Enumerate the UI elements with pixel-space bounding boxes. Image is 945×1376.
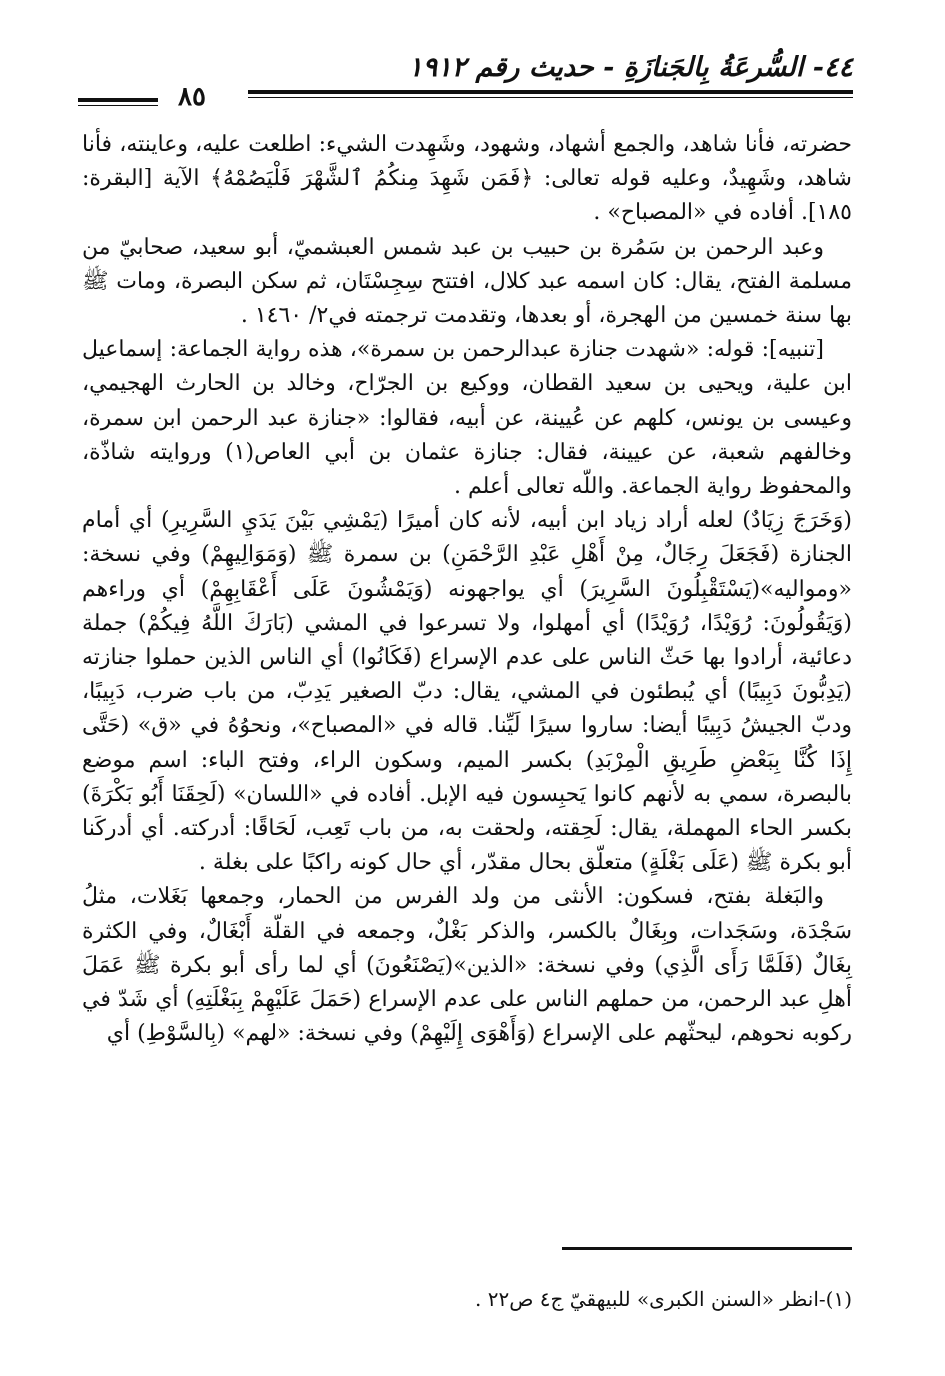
header-rule-left xyxy=(78,98,158,106)
paragraph: وعبد الرحمن بن سَمُرة بن حبيب بن عبد شمس العبشميّ، أبو سعيد، صحابيّ من مسلمة الفتح، يقال: كان اسمه عبد كلال، افتتح سِجِسْتَان، ثم سكن البصرة، ومات ﷺ بها سنة خمسين من الهجرة، أو بعدها، وتقدمت ترجمته في٢/ ١٤٦٠ . xyxy=(82,234,852,329)
main-text xyxy=(82,128,852,1051)
paragraph: [تنبيه]: قوله: «شهدت جنازة عبدالرحمن بن سمرة»، هذه رواية الجماعة: إسماعيل ابن علية، ويحيى بن سعيد القطان، ووكيع بن الجرّاح، وخالد بن الحارث الهجيمي، وعيسى بن يونس، كلهم عن عُيينة، عن أبيه، فقالوا: «جنازة عبد الرحمن ابن سمرة، وخالفهم شعبة، عن عيينة، فقال: جنازة عثمان بن أبي العاص(١) وروايته شاذّة، والمحفوظ رواية الجماعة. واللّه تعالى أعلم . xyxy=(82,337,853,500)
page-header xyxy=(78,52,853,112)
header-rule xyxy=(248,90,853,98)
header-title: ٤٤- السُّرعَةُ بِالجَنازَةِ - حديث رقم ١٩١٢ xyxy=(408,52,853,83)
paragraph: (وَخَرَجَ زِيَادٌ) لعله أراد زياد ابن أبيه، لأنه كان أميرًا (يَمْشِي بَيْنَ يَدَيِ السَّرِيرِ) أي أمام الجنازة (فَجَعَلَ رِجَالٌ، مِنْ أَهْلِ عَبْدِ الرَّحْمَنِ) بن سمرة ﷺ (وَمَوَالِيهِمْ) وفي نسخة: «ومواليه»(يَسْتَقْبِلُونَ السَّرِيرَ) أي يواجهونه (وَيَمْشُونَ عَلَى أَعْقَابِهِمْ) أي وراءهم (وَيَقُولُونَ: رُوَيْدًا، رُوَيْدًا) أي أمهلوا، ولا تسرعوا في المشي (بَارَكَ اللَّهُ فِيكُمْ) جملة دعائية، أرادوا بها حَثّ الناس على عدم الإسراع (فَكَانُوا) أي الناس الذين حملوا جنازته (يَدِبُّونَ دَبِيبًا) أي يُبطئون في المشي، يقال: دبّ الصغير يَدِبّ، من باب ضرب، دَبِيبًا، ودبّ الجيشُ دَبِيبًا أيضا: ساروا سيرًا لَيِّنا. قاله في «المصباح»، ونحوُهُ في «ق» (حَتَّى إِذَا كُنَّا بِبَعْضِ طَرِيقِ الْمِرْبَدِ) بكسر الميم، وسكون الراء، وفتح الباء: اسم موضع بالبصرة، سمي به لأنهم كانوا يَحبِسون فيه الإبل. أفاده في «اللسان» (لَحِقَنَا أَبُو بَكْرَةَ) بكسر الحاء المهملة، يقال: لَحِقته، ولحقت به، من باب تَعِب، لَحَاقًا: أدركته. أي أدركَنا أبو بكرة ﷺ (عَلَى بَغْلَةٍ) متعلّق بحال مقدّر، أي حال كونه راكبًا على بغلة . xyxy=(82,508,852,876)
footnote: (١)-انظر «السنن الكبرى» للبيهقيّ ج٤ ص٢٢ . xyxy=(475,1287,852,1311)
page-number: ٨٥ xyxy=(178,82,206,112)
paragraph: حضرته، فأنا شاهد، والجمع أشهاد، وشهود، وشَهِدت الشيء: اطلعت عليه، وعاينته، فأنا شاهد، وشَهِيدٌ، وعليه قوله تعالى: ﴿فَمَن شَهِدَ مِنكُمُ ٱلشَّهْرَ فَلْيَصُمْهُ﴾ الآية [البقرة: ١٨٥]. أفاده في «المصباح» . xyxy=(82,132,852,226)
footnote-separator xyxy=(562,1247,852,1250)
paragraph: والبَغلة بفتح، فسكون: الأنثى من ولد الفرس من الحمار، وجمعها بَغَلات، مثلُ سَجْدَة، وسَجَدات، وبِغَالٌ بالكسر، والذكر بَغْلٌ، وجمعه في القلّة أَبْغَالٌ، وفي الكثرة بِغَالٌ (فَلَمَّا رَأَى الَّذِي) وفي نسخة: «الذين»(يَصْنَعُونَ) أي لما رأى أبو بكرة ﷺ عَمَلَ أهلِ عبد الرحمن، من حملهم الناس على عدم الإسراع (حَمَلَ عَلَيْهِمْ بِبَغْلَتِهِ) أي شَدّ في ركوبه نحوهم، ليحثّهم على الإسراع (وَأَهْوَى إِلَيْهِمْ) وفي نسخة: «لهم» (بِالسَّوْطِ) أي xyxy=(82,884,852,1047)
